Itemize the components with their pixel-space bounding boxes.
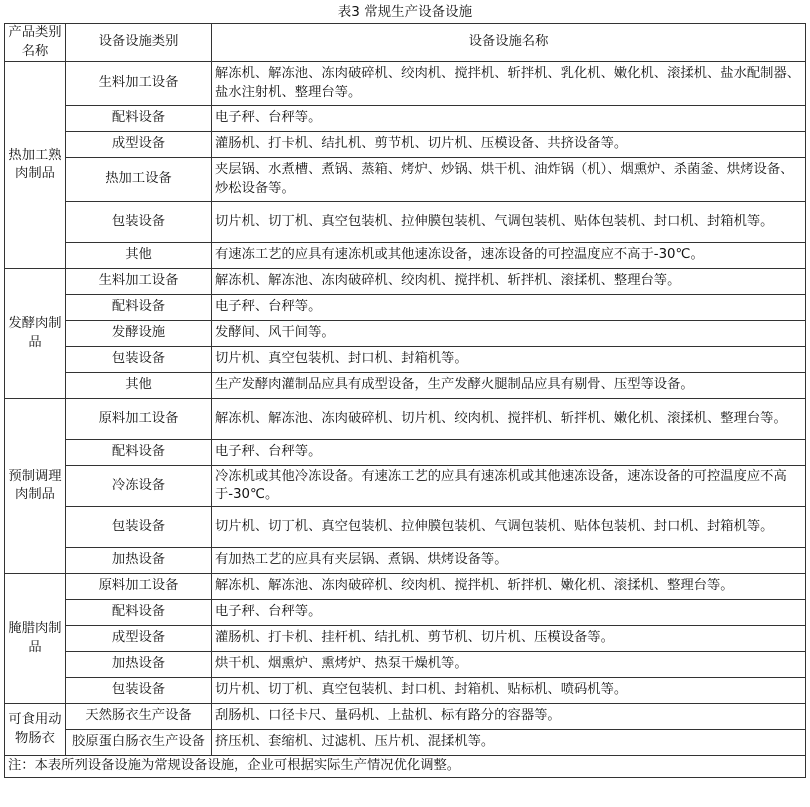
names-cell: 生产发酵肉灌制品应具有成型设备，生产发酵火腿制品应具有剔骨、压型等设备。 — [212, 373, 806, 399]
subcategory-cell: 热加工设备 — [66, 158, 212, 202]
names-cell: 电子秤、台秤等。 — [212, 440, 806, 466]
table-title: 表3 常规生产设备设施 — [337, 4, 473, 20]
category-cell: 预制调理肉制品 — [5, 399, 66, 574]
note-row — [5, 756, 806, 778]
table-row — [5, 347, 806, 373]
names-cell: 发酵间、风干间等。 — [212, 321, 806, 347]
table-row — [5, 106, 806, 132]
table-row — [5, 626, 806, 652]
header-row — [5, 24, 806, 62]
category-cell: 可食用动物肠衣 — [5, 704, 66, 756]
names-cell: 切片机、切丁机、真空包装机、封口机、封箱机、贴标机、喷码机等。 — [212, 678, 806, 704]
subcategory-cell: 成型设备 — [66, 132, 212, 158]
subcategory-cell: 配料设备 — [66, 295, 212, 321]
names-cell: 电子秤、台秤等。 — [212, 295, 806, 321]
names-cell: 电子秤、台秤等。 — [212, 106, 806, 132]
table-row — [5, 730, 806, 756]
header-category: 产品类别名称 — [5, 24, 66, 62]
header-names: 设备设施名称 — [212, 24, 806, 62]
names-cell: 切片机、切丁机、真空包装机、拉伸膜包装机、气调包装机、贴体包装机、封口机、封箱机等。 — [212, 202, 806, 243]
names-cell: 冷冻机或其他冷冻设备。有速冻工艺的应具有速冻机或其他速冻设备，速冻设备的可控温度应不高于-30℃。 — [212, 466, 806, 507]
subcategory-cell: 生料加工设备 — [66, 62, 212, 106]
names-cell: 有加热工艺的应具有夹层锅、煮锅、烘烤设备等。 — [212, 548, 806, 574]
names-cell: 刮肠机、口径卡尺、量码机、上盐机、标有路分的容器等。 — [212, 704, 806, 730]
category-cell: 热加工熟肉制品 — [5, 62, 66, 269]
table-row — [5, 321, 806, 347]
names-cell: 解冻机、解冻池、冻肉破碎机、绞肉机、搅拌机、斩拌机、嫩化机、滚揉机、整理台等。 — [212, 574, 806, 600]
table-row — [5, 373, 806, 399]
equipment-table — [4, 23, 806, 778]
table-row — [5, 269, 806, 295]
names-cell: 灌肠机、打卡机、挂杆机、结扎机、剪节机、切片机、压模设备等。 — [212, 626, 806, 652]
names-cell: 有速冻工艺的应具有速冻机或其他速冻设备，速冻设备的可控温度应不高于-30℃。 — [212, 243, 806, 269]
subcategory-cell: 包装设备 — [66, 507, 212, 548]
table-row — [5, 158, 806, 202]
subcategory-cell: 配料设备 — [66, 600, 212, 626]
table-row — [5, 600, 806, 626]
subcategory-cell: 加热设备 — [66, 548, 212, 574]
subcategory-cell: 配料设备 — [66, 440, 212, 466]
table-row — [5, 704, 806, 730]
names-cell: 电子秤、台秤等。 — [212, 600, 806, 626]
names-cell: 夹层锅、水煮槽、煮锅、蒸箱、烤炉、炒锅、烘干机、油炸锅（机）、烟熏炉、杀菌釜、烘烤设备、炒松设备等。 — [212, 158, 806, 202]
table-row — [5, 62, 806, 106]
names-cell: 解冻机、解冻池、冻肉破碎机、绞肉机、搅拌机、斩拌机、滚揉机、整理台等。 — [212, 269, 806, 295]
subcategory-cell: 发酵设施 — [66, 321, 212, 347]
table-row — [5, 399, 806, 440]
subcategory-cell: 生料加工设备 — [66, 269, 212, 295]
category-cell: 发酵肉制品 — [5, 269, 66, 399]
category-cell: 腌腊肉制品 — [5, 574, 66, 704]
subcategory-cell: 配料设备 — [66, 106, 212, 132]
table-row — [5, 652, 806, 678]
table-row — [5, 295, 806, 321]
subcategory-cell: 成型设备 — [66, 626, 212, 652]
table-row — [5, 440, 806, 466]
names-cell: 切片机、真空包装机、封口机、封箱机等。 — [212, 347, 806, 373]
table-row — [5, 132, 806, 158]
names-cell: 切片机、切丁机、真空包装机、拉伸膜包装机、气调包装机、贴体包装机、封口机、封箱机等。 — [212, 507, 806, 548]
table-row — [5, 243, 806, 269]
names-cell: 烘干机、烟熏炉、熏烤炉、热泵干燥机等。 — [212, 652, 806, 678]
subcategory-cell: 包装设备 — [66, 347, 212, 373]
names-cell: 解冻机、解冻池、冻肉破碎机、绞肉机、搅拌机、斩拌机、乳化机、嫩化机、滚揉机、盐水配制器、盐水注射机、整理台等。 — [212, 62, 806, 106]
names-cell: 挤压机、套缩机、过滤机、压片机、混揉机等。 — [212, 730, 806, 756]
table-row — [5, 202, 806, 243]
subcategory-cell: 加热设备 — [66, 652, 212, 678]
table-row — [5, 678, 806, 704]
table-note: 注：本表所列设备设施为常规设备设施，企业可根据实际生产情况优化调整。 — [5, 756, 806, 778]
subcategory-cell: 胶原蛋白肠衣生产设备 — [66, 730, 212, 756]
names-cell: 灌肠机、打卡机、结扎机、剪节机、切片机、压模设备、共挤设备等。 — [212, 132, 806, 158]
subcategory-cell: 其他 — [66, 373, 212, 399]
table-row — [5, 507, 806, 548]
subcategory-cell: 天然肠衣生产设备 — [66, 704, 212, 730]
table-row — [5, 574, 806, 600]
subcategory-cell: 原料加工设备 — [66, 574, 212, 600]
subcategory-cell: 包装设备 — [66, 202, 212, 243]
table-row — [5, 548, 806, 574]
subcategory-cell: 原料加工设备 — [66, 399, 212, 440]
names-cell: 解冻机、解冻池、冻肉破碎机、切片机、绞肉机、搅拌机、斩拌机、嫩化机、滚揉机、整理台等。 — [212, 399, 806, 440]
table-row — [5, 466, 806, 507]
subcategory-cell: 其他 — [66, 243, 212, 269]
subcategory-cell: 包装设备 — [66, 678, 212, 704]
subcategory-cell: 冷冻设备 — [66, 466, 212, 507]
header-subcategory: 设备设施类别 — [66, 24, 212, 62]
